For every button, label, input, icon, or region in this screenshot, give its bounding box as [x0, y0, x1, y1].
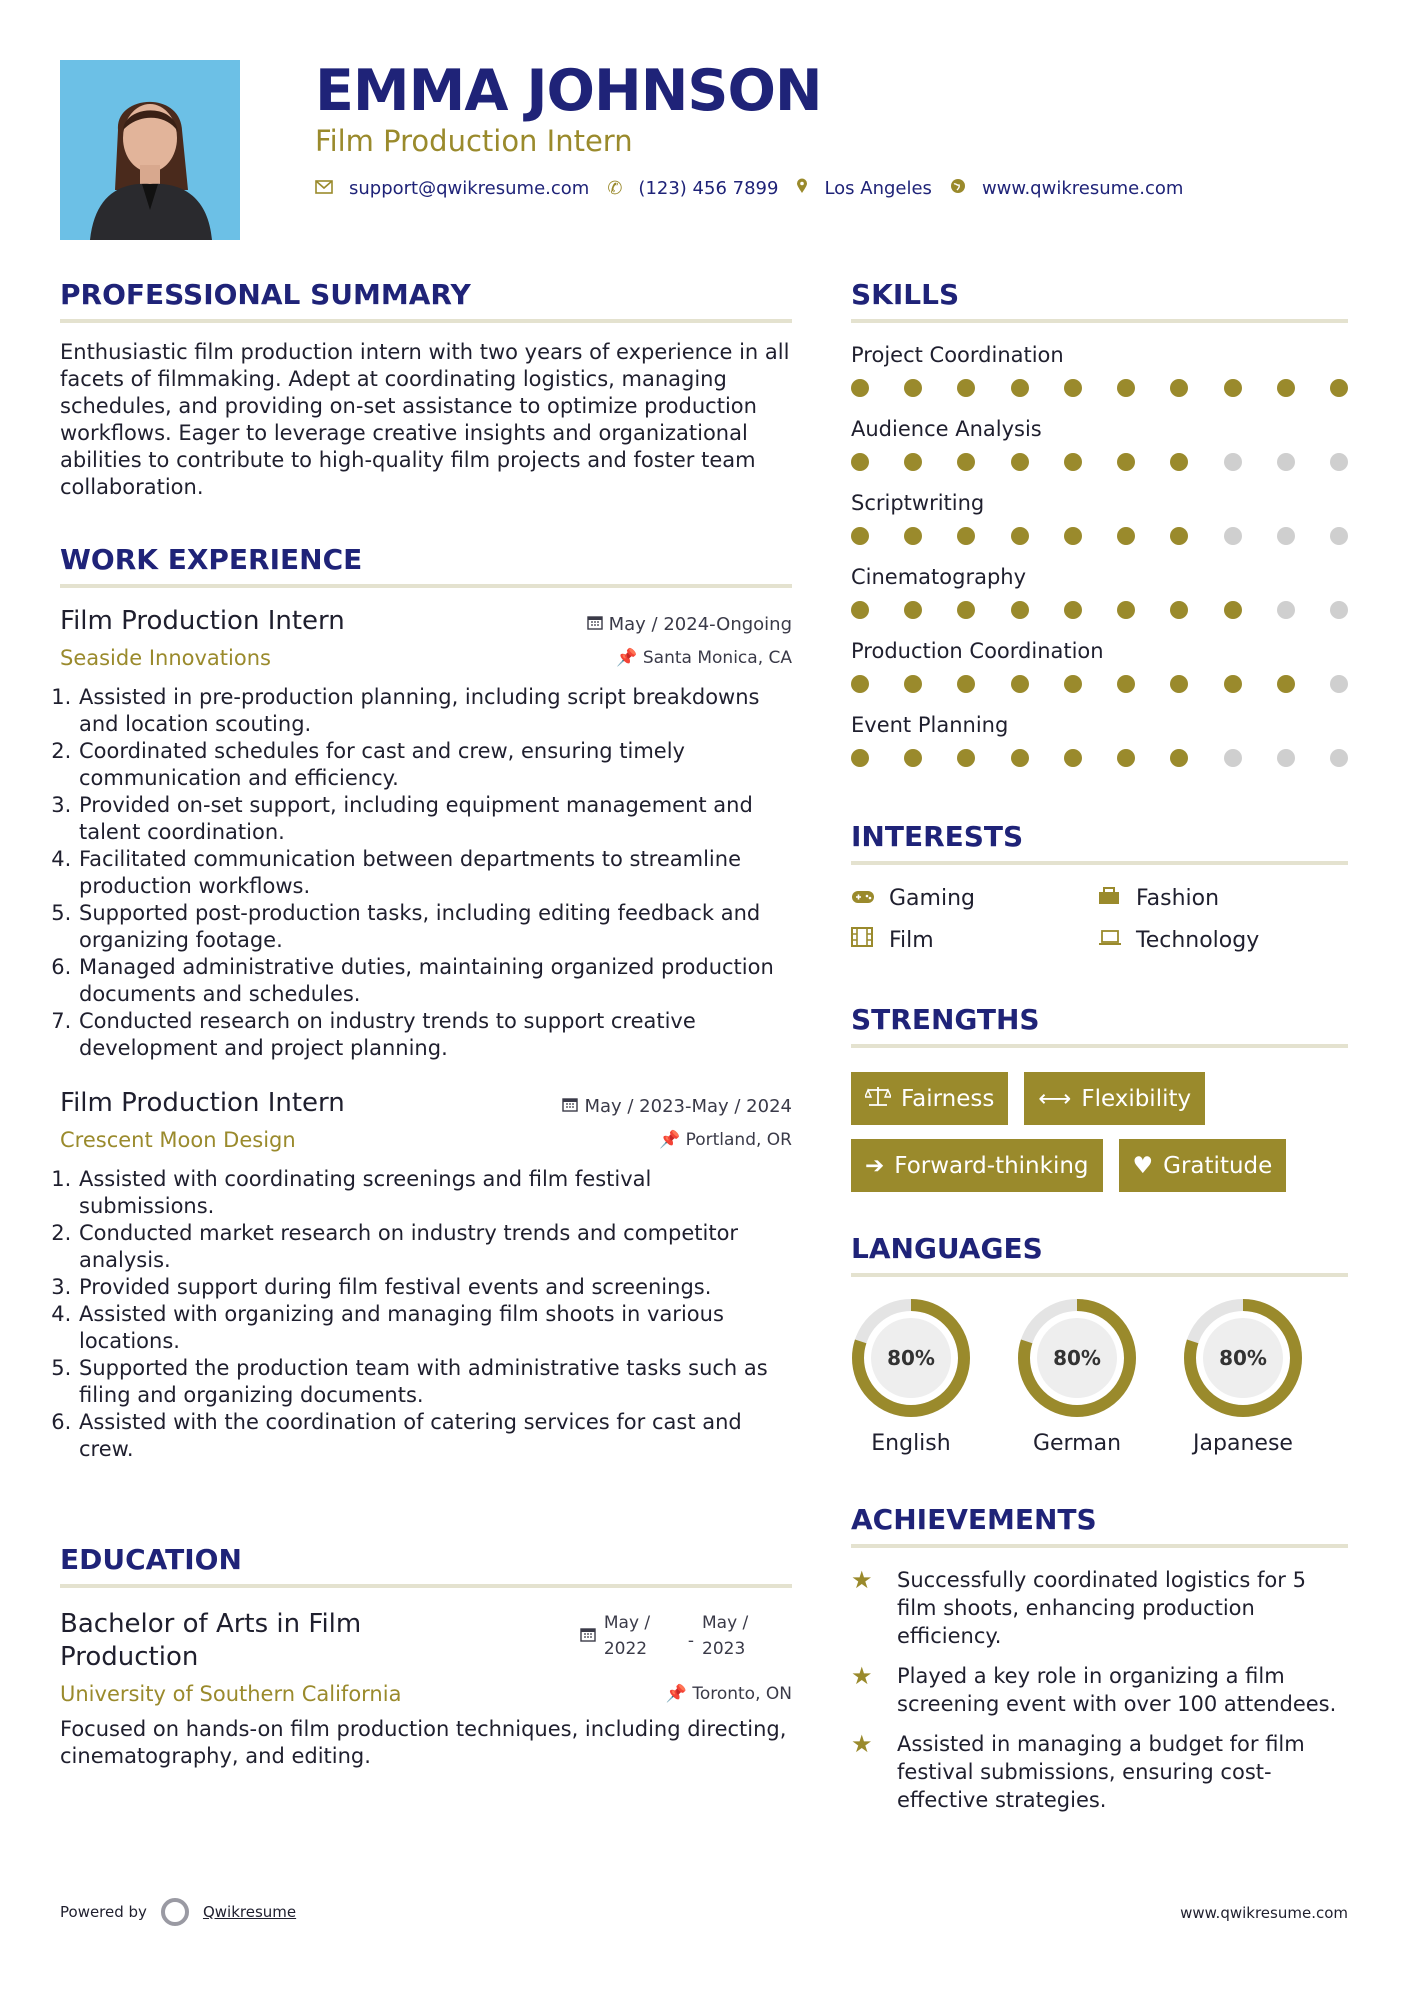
rating-dot: [1064, 453, 1082, 471]
contact-phone[interactable]: [607, 178, 778, 199]
rating-dot: [957, 527, 975, 545]
job-title: Film Production Intern: [60, 606, 345, 636]
start-month: May /: [603, 1613, 651, 1633]
interest-item: [851, 885, 1098, 911]
rating-dot: [957, 379, 975, 397]
rating-dot: [1170, 601, 1188, 619]
strength-tag: [1024, 1072, 1205, 1125]
envelope-icon: [315, 178, 333, 199]
strength-label: Gratitude: [1163, 1152, 1273, 1179]
end-year: 2023: [702, 1639, 746, 1659]
rating-dot: [1011, 675, 1029, 693]
profile-photo: [60, 60, 240, 240]
rating-dot: [1170, 749, 1188, 767]
school-name: University of Southern California: [60, 1682, 402, 1706]
globe-icon: [950, 178, 966, 199]
heart-icon: ♥: [1132, 1152, 1154, 1179]
job-entry: [60, 1088, 792, 1463]
rating-dot: [1330, 601, 1348, 619]
map-pin-icon: [796, 178, 808, 199]
company-name: Seaside Innovations: [60, 646, 271, 670]
rating-dot: [851, 453, 869, 471]
skill-name: Production Coordination: [851, 639, 1104, 663]
language-name: Japanese: [1193, 1431, 1293, 1456]
qwikresume-logo: [161, 1898, 189, 1926]
job-date-text: May / 2023-May / 2024: [584, 1096, 792, 1117]
section-divider: [851, 319, 1348, 323]
job-date-text: May / 2024-Ongoing: [608, 614, 792, 635]
job-bullets: [60, 1166, 792, 1463]
language-name: German: [1032, 1431, 1122, 1456]
rating-dot: [1330, 749, 1348, 767]
website-text: www.qwikresume.com: [981, 178, 1184, 199]
list-item: 5. Supported the production team with administrative tasks such as filing and organizing documents.: [78, 1355, 792, 1409]
candidate-role: Film Production Intern: [315, 124, 633, 158]
achievement-text: Played a key role in organizing a film screening event with over 100 attendees.: [897, 1664, 1337, 1716]
interest-label: Technology: [1136, 927, 1260, 953]
skills-list: [851, 343, 1348, 767]
language-item: [1183, 1297, 1303, 1456]
rating-dot: [1330, 527, 1348, 545]
email-text: support@qwikresume.com: [349, 178, 590, 199]
job-location: [659, 1130, 792, 1150]
rating-dot: [1330, 675, 1348, 693]
rating-dot: [1277, 749, 1295, 767]
skill-rating: [851, 749, 1348, 767]
end-month: May /: [702, 1613, 749, 1633]
list-item: 4. Facilitated communication between departments to streamline production workflows.: [78, 846, 792, 900]
education-description: Focused on hands-on film production techniques, including directing, cinematography, and editing.: [60, 1717, 787, 1768]
footer-url[interactable]: www.qwikresume.com: [1180, 1904, 1348, 1922]
company-name: Crescent Moon Design: [60, 1128, 296, 1152]
contact-location: [796, 178, 932, 199]
bag-icon: [1098, 885, 1124, 911]
rating-dot: [957, 601, 975, 619]
rating-dot: [851, 527, 869, 545]
skill-name: Scriptwriting: [851, 491, 985, 515]
rating-dot: [1330, 379, 1348, 397]
list-item: 4. Assisted with organizing and managing film shoots in various locations.: [78, 1301, 792, 1355]
rating-dot: [851, 749, 869, 767]
arrows-icon: ⟷: [1038, 1085, 1072, 1112]
education-section: [60, 1543, 792, 1770]
skill-rating: [851, 675, 1348, 693]
section-divider: [60, 1584, 792, 1588]
calendar-icon: [580, 1626, 596, 1646]
list-item: 7. Conducted research on industry trends to support creative development and project planning.: [78, 1008, 792, 1062]
rating-dot: [851, 601, 869, 619]
rating-dot: [904, 749, 922, 767]
rating-dot: [1277, 379, 1295, 397]
rating-dot: [957, 749, 975, 767]
contact-email[interactable]: [315, 178, 589, 199]
rating-dot: [1170, 527, 1188, 545]
arrow-right-icon: ➔: [865, 1152, 885, 1179]
strength-label: Flexibility: [1081, 1085, 1192, 1112]
rating-dot: [1224, 453, 1242, 471]
rating-dot: [1117, 379, 1135, 397]
interest-item: [1098, 885, 1348, 911]
skill-rating: [851, 453, 1348, 471]
list-item: 3. Provided support during film festival events and screenings.: [78, 1274, 792, 1301]
skill-rating: [851, 379, 1348, 397]
strength-tag: [851, 1139, 1103, 1192]
interest-label: Film: [889, 927, 934, 953]
list-item: 6. Assisted with the coordination of catering services for cast and crew.: [78, 1409, 792, 1463]
skill-name: Event Planning: [851, 713, 1009, 737]
language-name: English: [871, 1431, 951, 1456]
achievement-item: [851, 1662, 1348, 1718]
calendar-icon: [587, 614, 603, 635]
section-heading: EDUCATION: [60, 1543, 242, 1576]
skill-name: Project Coordination: [851, 343, 1064, 367]
date-separator: -: [687, 1631, 694, 1651]
skill-name: Audience Analysis: [851, 417, 1042, 441]
rating-dot: [1224, 379, 1242, 397]
rating-dot: [904, 601, 922, 619]
interest-item: [851, 927, 1098, 953]
section-heading: SKILLS: [851, 278, 960, 311]
list-item: 1. Assisted in pre-production planning, including script breakdowns and location scouting.: [78, 684, 792, 738]
language-item: [851, 1297, 971, 1456]
list-item: 2. Conducted market research on industry trends and competitor analysis.: [78, 1220, 792, 1274]
rating-dot: [1277, 601, 1295, 619]
rating-dot: [904, 379, 922, 397]
strengths-section: [851, 1003, 1348, 1192]
skill-name: Cinematography: [851, 565, 1027, 589]
contact-website[interactable]: [950, 178, 1183, 199]
rating-dot: [1011, 601, 1029, 619]
job-title: Film Production Intern: [60, 1088, 345, 1118]
rating-dot: [1064, 749, 1082, 767]
summary-text: Enthusiastic film production intern with two years of experience in all facets of filmmaking. Adept at coordinating logistics, managing schedules, and providing on-set assistance to optimize production workflows. Eager to leverage creative insights and organizational abilities to contribute to high-quality film projects and foster team collaboration.: [60, 340, 790, 499]
rating-dot: [1224, 749, 1242, 767]
section-heading: INTERESTS: [851, 820, 1024, 853]
languages-list: [851, 1297, 1348, 1456]
rating-dot: [851, 675, 869, 693]
skill-rating: [851, 527, 1348, 545]
rating-dot: [1224, 675, 1242, 693]
rating-dot: [904, 675, 922, 693]
achievements-section: [851, 1503, 1348, 1814]
language-percent: 80%: [887, 1346, 935, 1370]
pushpin-icon: 📌: [616, 648, 638, 668]
phone-icon: ✆: [607, 178, 623, 199]
rating-dot: [1170, 379, 1188, 397]
strength-tag: [1119, 1139, 1287, 1192]
section-heading: WORK EXPERIENCE: [60, 543, 363, 576]
rating-dot: [1117, 749, 1135, 767]
interests-section: [851, 820, 1348, 953]
section-heading: PROFESSIONAL SUMMARY: [60, 278, 471, 311]
footer-powered: [60, 1898, 296, 1926]
rating-dot: [957, 675, 975, 693]
rating-dot: [1117, 675, 1135, 693]
rating-dot: [1277, 527, 1295, 545]
rating-dot: [1011, 453, 1029, 471]
pushpin-icon: 📌: [665, 1684, 687, 1704]
rating-dot: [1277, 675, 1295, 693]
candidate-name: EMMA JOHNSON: [315, 58, 822, 124]
rating-dot: [1117, 601, 1135, 619]
rating-dot: [1117, 453, 1135, 471]
rating-dot: [1224, 601, 1242, 619]
rating-dot: [1064, 675, 1082, 693]
section-divider: [60, 584, 792, 588]
rating-dot: [1011, 379, 1029, 397]
rating-dot: [904, 527, 922, 545]
school-location: [666, 1684, 792, 1704]
rating-dot: [957, 453, 975, 471]
powered-by-text: Powered by: [60, 1903, 147, 1921]
rating-dot: [1277, 453, 1295, 471]
strength-label: Forward-thinking: [894, 1152, 1089, 1179]
skills-section: [851, 278, 1348, 787]
list-item: 3. Provided on-set support, including equipment management and talent coordination.: [78, 792, 792, 846]
rating-dot: [1011, 527, 1029, 545]
location-text: Los Angeles: [824, 178, 932, 199]
experience-section: [60, 543, 792, 1463]
language-item: [1017, 1297, 1137, 1456]
achievement-text: Assisted in managing a budget for film festival submissions, ensuring cost-effective strategies.: [897, 1732, 1305, 1812]
job-location: [616, 648, 792, 668]
language-ring: [1182, 1297, 1304, 1419]
section-divider: [851, 1273, 1348, 1277]
phone-text: (123) 456 7899: [638, 178, 779, 199]
section-heading: ACHIEVEMENTS: [851, 1503, 1097, 1536]
laptop-icon: [1098, 928, 1124, 953]
list-item: 1. Assisted with coordinating screenings and film festival submissions.: [78, 1166, 792, 1220]
section-divider: [60, 319, 792, 323]
start-year: 2022: [603, 1639, 648, 1659]
degree-title: Bachelor of Arts in Film Production: [60, 1609, 362, 1672]
section-divider: [851, 1044, 1348, 1048]
pushpin-icon: 📌: [659, 1130, 681, 1150]
achievement-text: Successfully coordinated logistics for 5 film shoots, enhancing production efficiency.: [897, 1568, 1306, 1648]
job-date: [587, 614, 792, 635]
language-percent: 80%: [1219, 1346, 1267, 1370]
interest-label: Gaming: [889, 885, 975, 911]
interest-label: Fashion: [1136, 885, 1220, 911]
rating-dot: [1064, 527, 1082, 545]
language-ring: [1016, 1297, 1138, 1419]
rating-dot: [904, 453, 922, 471]
calendar-icon: [562, 1096, 578, 1117]
rating-dot: [1117, 527, 1135, 545]
contact-bar: [315, 178, 1183, 199]
languages-section: [851, 1232, 1348, 1456]
job-location-text: Santa Monica, CA: [642, 648, 792, 668]
section-heading: STRENGTHS: [851, 1003, 1040, 1036]
star-icon: ★: [851, 1662, 873, 1690]
language-ring: [850, 1297, 972, 1419]
strength-label: Fairness: [901, 1085, 995, 1112]
gamepad-icon: [851, 886, 877, 911]
star-icon: ★: [851, 1730, 873, 1758]
rating-dot: [1170, 453, 1188, 471]
rating-dot: [1330, 453, 1348, 471]
rating-dot: [1064, 379, 1082, 397]
rating-dot: [1224, 527, 1242, 545]
list-item: 2. Coordinated schedules for cast and crew, ensuring timely communication and efficiency.: [78, 738, 792, 792]
scale-icon: [865, 1085, 891, 1113]
brand-link[interactable]: Qwikresume: [202, 1903, 297, 1921]
rating-dot: [1011, 749, 1029, 767]
achievement-item: [851, 1730, 1348, 1814]
list-item: 6. Managed administrative duties, maintaining organized production documents and schedules.: [78, 954, 792, 1008]
school-location-text: Toronto, ON: [692, 1684, 792, 1704]
section-divider: [851, 861, 1348, 865]
skill-rating: [851, 601, 1348, 619]
job-entry: [60, 606, 792, 1062]
star-icon: ★: [851, 1566, 873, 1594]
education-dates: [580, 1610, 792, 1662]
job-location-text: Portland, OR: [685, 1130, 792, 1150]
achievement-item: [851, 1566, 1348, 1650]
section-heading: LANGUAGES: [851, 1232, 1043, 1265]
language-percent: 80%: [1053, 1346, 1101, 1370]
interest-item: [1098, 927, 1348, 953]
interests-list: [851, 885, 1348, 953]
section-divider: [851, 1544, 1348, 1548]
strength-tag: [851, 1072, 1008, 1125]
job-bullets: [60, 684, 792, 1062]
rating-dot: [1064, 601, 1082, 619]
list-item: 5. Supported post-production tasks, including editing feedback and organizing footage.: [78, 900, 792, 954]
summary-section: [60, 278, 792, 501]
rating-dot: [851, 379, 869, 397]
rating-dot: [1170, 675, 1188, 693]
strengths-list: [851, 1072, 1348, 1192]
film-icon: [851, 927, 877, 953]
job-date: [562, 1096, 792, 1117]
